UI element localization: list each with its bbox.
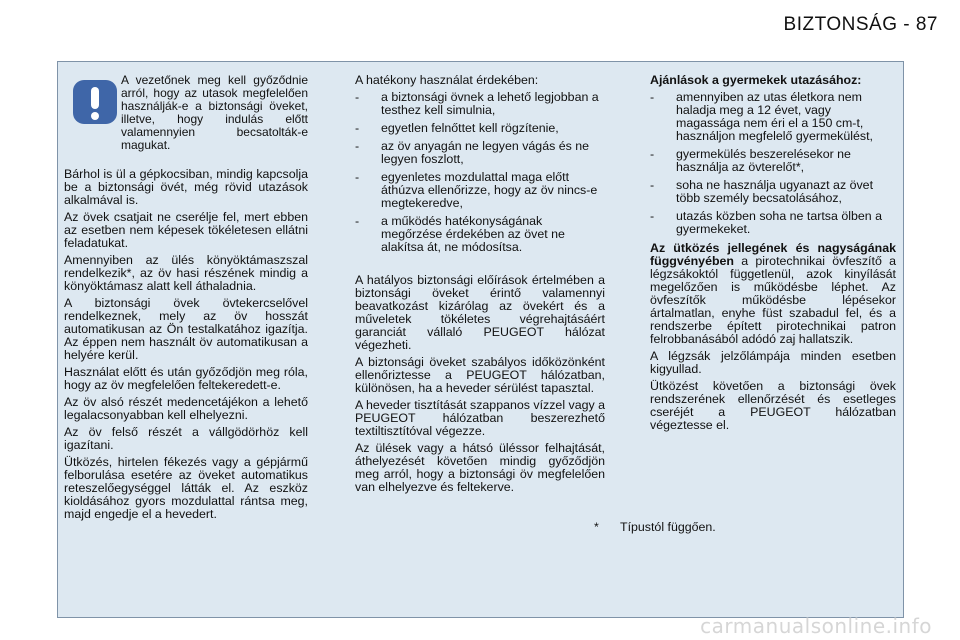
list-item: - egyetlen felnőttet kell rögzítenie, <box>355 122 605 135</box>
column-right <box>650 74 896 436</box>
bold-lead: Az ütközés jellegének és nagyságának függvényében <box>650 241 896 268</box>
paragraph: Az öv alsó részét medencetájékon a lehető legalacsonyabban kell elhelyezni. <box>64 395 308 422</box>
list-item: - gyermekülés beszerelésekor ne használja az övterelőt*, <box>650 148 896 174</box>
usage-list <box>355 91 605 254</box>
warning-box <box>64 74 308 162</box>
paragraph: Bárhol is ül a gépkocsiban, mindig kapcsolja be a biztonsági övét, még rövid utazások alkalmával is. <box>64 167 308 207</box>
page-title: BIZTONSÁG - 87 <box>783 14 938 35</box>
paragraph: Az öv felső részét a vállgödörhöz kell igazítani. <box>64 425 308 452</box>
paragraph: A légzsák jelzőlámpája minden esetben kigyullad. <box>650 349 896 376</box>
section-heading: Ajánlások a gyermekek utazásához: <box>650 73 862 87</box>
paragraph: Az ülések vagy a hátsó üléssor felhajtását, áthelyezését követően mindig győződjön meg arról, hogy a biztonsági öv megfelelően van elhelyezve és feltekerve. <box>355 441 605 494</box>
warning-text: A vezetőnek meg kell győződnie arról, hogy az utasok megfelelően használják-e a biztonsági öveket, illetve, hogy indulás előtt valamennyien becsatolták-e magukat. <box>121 73 308 152</box>
paragraph: A hatályos biztonsági előírások értelmében a biztonsági öveket érintő valamennyi beavatkozást kizárólag az övekért és a műveletek tökéletes végrehajtásáért garanciát vállaló PEUGEOT hálózat végezheti. <box>355 273 605 352</box>
paragraph: A heveder tisztítását szappanos vízzel vagy a PEUGEOT hálózatban beszerezhető textiltisztítóval végezze. <box>355 398 606 438</box>
spacer <box>355 260 605 274</box>
list-item: - a biztonsági övnek a lehető legjobban a testhez kell simulnia, <box>355 91 605 117</box>
exclamation-icon <box>71 78 119 126</box>
paragraph-rest: a pirotechnikai övfeszítő a légzsákoktól függetlenül, azok kinyílását megelőzően is működésbe léphet. Az övfeszítők működésbe lépésekor ártalmatlan, enyhe füst szabadul fel, és a rendszerbe épített pirotechnikai patron felrobbanásából adódó zaj hallatszik. <box>650 254 896 346</box>
column-middle <box>355 74 605 498</box>
watermark: carmanualsonline.info <box>700 614 932 638</box>
paragraph: Ütközést követően a biztonsági övek rendszerének ellenőrzését és esetleges cseréjét a PEUGEOT hálózatban végeztesse el. <box>650 379 896 432</box>
list-item: - utazás közben soha ne tartsa ölben a gyermekeket. <box>650 210 896 236</box>
pretensioner-paragraph <box>650 242 896 346</box>
footnote-marker: * <box>594 520 599 534</box>
paragraph: Amennyiben az ülés könyöktámaszszal rendelkezik*, az öv hasi részének mindig a könyöktámasz alatt kell áthaladnia. <box>64 253 308 293</box>
footnote-text: Típustól függően. <box>620 520 716 534</box>
list-intro: A hatékony használat érdekében: <box>355 73 539 87</box>
children-list <box>650 91 896 236</box>
paragraph: A biztonsági öveket szabályos időközönként ellenőriztesse a PEUGEOT hálózatban, különösen, ha a heveder sérülést tapasztal. <box>355 355 605 395</box>
paragraph: A biztonsági övek övtekercselővel rendelkeznek, mely az öv hosszát automatikusan az Ön testalkatához igazítja. Az éppen nem használt öv automatikusan a helyére kerül. <box>64 296 308 362</box>
list-item: - soha ne használja ugyanazt az övet több személy becsatolásához, <box>650 179 896 205</box>
list-item: - a működés hatékonyságának megőrzése érdekében az övet ne alakítsa át, ne módosítsa. <box>355 215 605 254</box>
column-left <box>64 74 308 525</box>
paragraph: Az övek csatjait ne cserélje fel, mert ebben az esetben nem képesek tökéletesen ellátni feladatukat. <box>64 210 308 250</box>
footnote <box>594 520 716 534</box>
list-item: - az öv anyagán ne legyen vágás és ne legyen foszlott, <box>355 140 605 166</box>
list-item: - amennyiben az utas életkora nem haladja meg a 12 évet, vagy magassága nem éri el a 150 cm-t, használjon megfelelő gyermekülést, <box>650 91 896 143</box>
content-panel <box>57 61 904 618</box>
list-item: - egyenletes mozdulattal maga előtt áthúzva ellenőrizze, hogy az öv nincs-e megtekeredve, <box>355 171 605 210</box>
paragraph: Ütközés, hirtelen fékezés vagy a gépjármű felborulása esetére az öveket automatikus reteszelőegységgel látták el. Az eszköz kioldásához gyors mozdulattal rántsa meg, majd engedje el a hevedert. <box>64 455 308 521</box>
paragraph: Használat előtt és után győződjön meg róla, hogy az öv megfelelően feltekeredett-e. <box>64 365 308 392</box>
